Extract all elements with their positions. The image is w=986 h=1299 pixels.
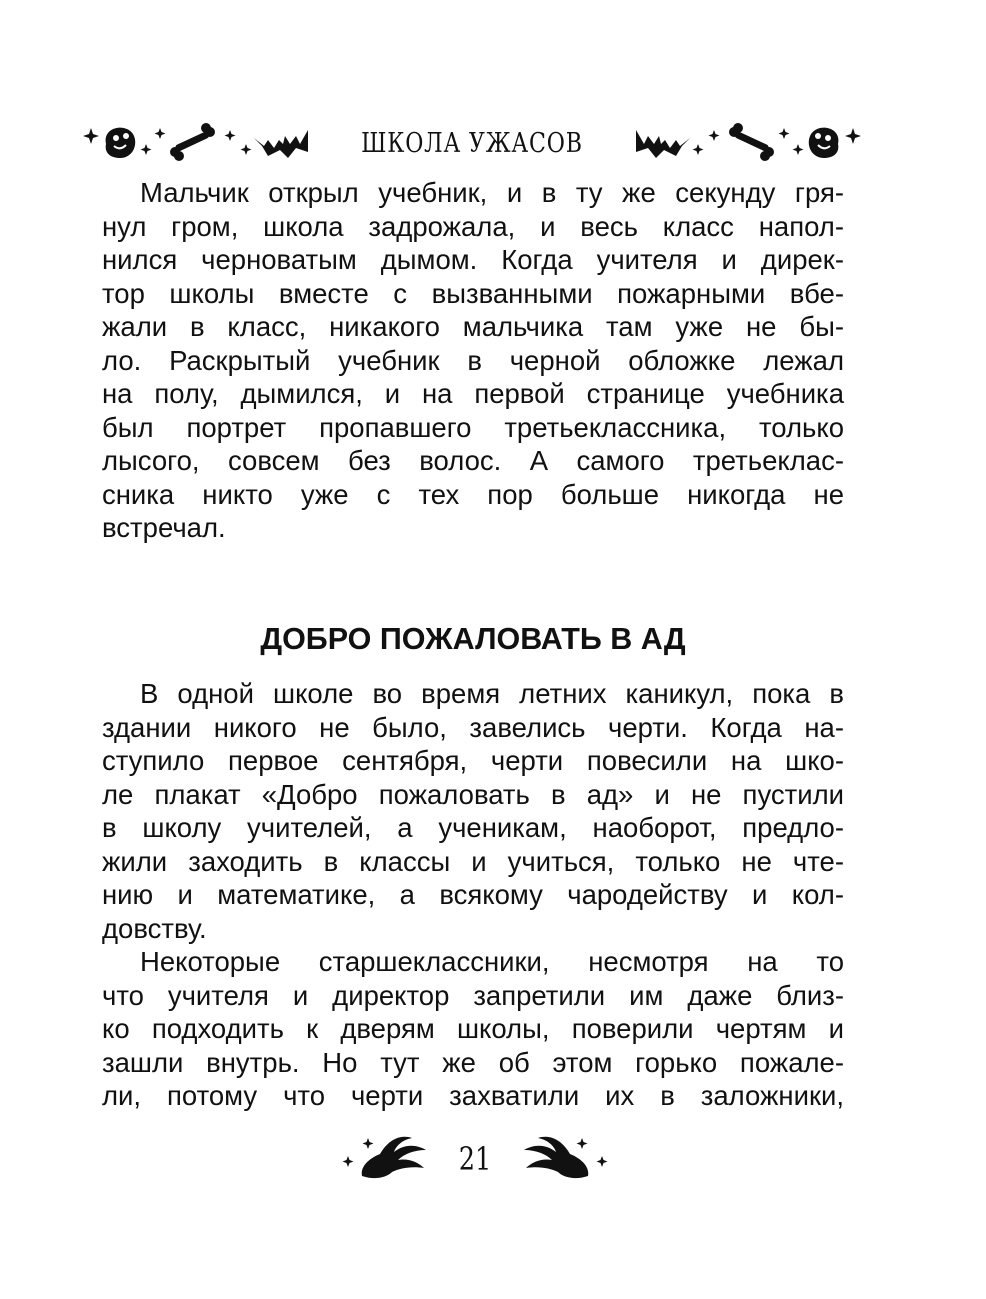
- page-footer: [340, 1128, 610, 1188]
- bat-icon: [636, 130, 690, 158]
- text-line: сника никто уже с тех пор больше никогда не: [102, 478, 844, 510]
- text-line: был портрет пропавшего третьеклассника, только: [102, 411, 844, 443]
- ghost-icon: [106, 128, 136, 158]
- text-line: ло. Раскрытый учебник в черной обложке лежал: [102, 344, 844, 376]
- text-line: довству.: [102, 912, 207, 944]
- text-line: Мальчик открыл учебник, и в ту же секунду гря-: [140, 177, 844, 208]
- text-line: встречал.: [102, 512, 226, 543]
- text-line: ли, потому что черти захватили их в заложники,: [102, 1080, 844, 1111]
- text-line: нул гром, школа задрожала, и весь класс напол-: [102, 210, 844, 242]
- sparkle-icon: [693, 130, 720, 155]
- text-line: ступило первое сентября, черти повесили на шко-: [102, 745, 844, 776]
- text-line: в школу учителей, а ученикам, наоборот, предло-: [102, 812, 844, 843]
- text-line: на полу, дымился, и на первой странице учебника: [102, 378, 844, 409]
- text-line: нился черноватым дымом. Когда учителя и дирек-: [102, 244, 844, 275]
- running-header: [82, 118, 862, 178]
- body-paragraph-2: [102, 677, 844, 945]
- body-paragraph-1: [102, 176, 844, 545]
- text-line: зашли внутрь. Но тут же об этом горько пожале-: [102, 1046, 844, 1078]
- sparkle-icon: [845, 128, 861, 144]
- text-line: ле плакат «Добро пожаловать в ад» и не пустили: [102, 778, 844, 810]
- section-heading: ДОБРО ПОЖАЛОВАТЬ В АД: [260, 622, 686, 656]
- page-number: 21: [458, 1140, 492, 1178]
- footer-ornament-right: [520, 1128, 610, 1184]
- header-ornament-right: [622, 118, 862, 168]
- body-paragraph-3: [102, 945, 844, 1113]
- text-line: нию и математике, а всякому чародейству и кол-: [102, 879, 844, 910]
- running-header-title: ШКОЛА УЖАСОВ: [361, 128, 583, 159]
- text-line: В одной школе во время летних каникул, пока в: [140, 678, 844, 709]
- text-line: лысого, совсем без волос. А самого третьеклас-: [102, 445, 844, 476]
- text-line: жили заходить в классы и учиться, только не чте-: [102, 845, 844, 877]
- ghost-icon: [809, 128, 839, 158]
- text-line: здании никого не было, завелись черти. Когда на-: [102, 711, 844, 743]
- sparkle-icon: [779, 128, 804, 155]
- bone-icon: [729, 123, 774, 161]
- text-line: ко подходить к дверям школы, поверили чертям и: [102, 1013, 844, 1044]
- text-line: жали в класс, никакого мальчика там уже не бы-: [102, 311, 844, 342]
- text-line: тор школы вместе с вызванными пожарными вбе-: [102, 277, 844, 309]
- text-line: Некоторые старшеклассники, несмотря на то: [140, 946, 844, 977]
- text-line: что учителя и директор запретили им даже близ-: [102, 979, 844, 1011]
- sparkle-icon: [83, 128, 99, 144]
